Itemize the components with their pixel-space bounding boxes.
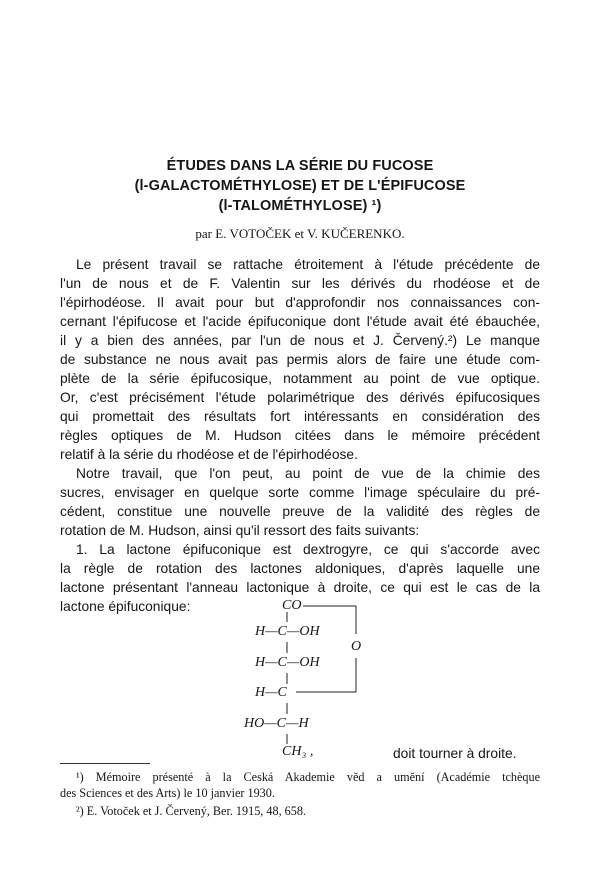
paragraph-3-line-3: lactone présentant l'anneau lactonique à droite, ce qui est le cas de la bbox=[60, 580, 540, 595]
formula-row-4: H—C bbox=[255, 685, 287, 700]
paragraph-1-line-7: plète de la série épifucosique, notamment au point de vue optique. bbox=[60, 371, 540, 386]
paragraph-1-line-9: qui promettait des résultats fort intéressants en considération des bbox=[60, 409, 540, 424]
title-line-3: (l-TALOMÉTHYLOSE) ¹) bbox=[218, 198, 382, 214]
paragraph-2-line-1: Notre travail, que l'on peut, au point de vue de la chimie des bbox=[76, 466, 540, 481]
paragraph-3-line-4: lactone épifuconique: bbox=[60, 599, 191, 614]
title-line-1: ÉTUDES DANS LA SÉRIE DU FUCOSE bbox=[166, 158, 434, 174]
paragraph-2-line-3: cédent, constitue une nouvelle preuve de la validité des règles de bbox=[60, 504, 540, 519]
paragraph-1-line-6: de substance ne nous avait pas permis alors de faire une étude com- bbox=[60, 352, 540, 367]
paragraph-2-line-2: sucres, envisager en quelque sorte comme l'image spéculaire du pré- bbox=[60, 485, 540, 500]
paragraph-1-line-1: Le présent travail se rattache étroitement à l'étude précédente de bbox=[76, 257, 540, 272]
paragraph-1-line-2: l'un de nous et de F. Valentin sur les dérivés du rhodéose et de bbox=[60, 276, 540, 291]
paragraph-2-line-4: rotation de M. Hudson, ainsi qu'il ressort des faits suivants: bbox=[60, 523, 420, 538]
paragraph-1-line-11: relatif à la série du rhodéose et de l'épirhodéose. bbox=[60, 447, 358, 462]
paragraph-1-line-3: l'épirhodéose. Il avait pour but d'approfondir nos connaissances con- bbox=[60, 295, 540, 310]
byline-authors: E. VOTOČEK et V. KUČERENKO. bbox=[215, 226, 405, 241]
paragraph-1-line-8: Or, c'est précisément l'étude polarimétrique des dérivés épifucosiques bbox=[60, 390, 540, 405]
title-line-2: (l-GALACTOMÉTHYLOSE) ET DE L'ÉPIFUCOSE bbox=[134, 178, 466, 194]
formula-row-6: CH₃ , bbox=[282, 744, 314, 759]
formula-row-1: CO bbox=[282, 598, 302, 613]
formula-row-5: HO—C—H bbox=[244, 716, 309, 731]
paragraph-1-line-4: cernant l'épifucose et l'acide épifuconique dont l'étude avait été ébauchée, bbox=[60, 314, 540, 329]
formula-row-3: H—C—OH bbox=[255, 655, 320, 670]
formula-row-2: H—C—OH bbox=[255, 624, 320, 639]
paragraph-1-line-5: il y a bien des années, par l'un de nous et J. Červený.²) Le manque bbox=[60, 333, 540, 348]
footnote-2: ²) E. Votoček et J. Červený, Ber. 1915, 48, 658. bbox=[76, 804, 306, 818]
paragraph-1-line-10: règles optiques de M. Hudson citées dans le mémoire précédent bbox=[60, 428, 540, 443]
footnote-rule bbox=[60, 763, 150, 764]
paragraph-3-line-2: la règle de rotation des lactones aldoniques, d'après laquelle une bbox=[60, 561, 540, 576]
footnote-1-line-2: des Sciences et des Arts) le 10 janvier 1930. bbox=[60, 786, 275, 800]
footnote-1-line-1: ¹) Mémoire présenté à la Ceská Akademie věd a umění (Académie tchèque bbox=[76, 770, 540, 784]
formula-ring-oxygen: O bbox=[351, 639, 362, 654]
formula-trailing-text: doit tourner à droite. bbox=[393, 746, 517, 761]
byline-prefix: par bbox=[195, 226, 212, 241]
paragraph-3-line-1: 1. La lactone épifuconique est dextrogyre, ce qui s'accorde avec bbox=[76, 542, 540, 557]
